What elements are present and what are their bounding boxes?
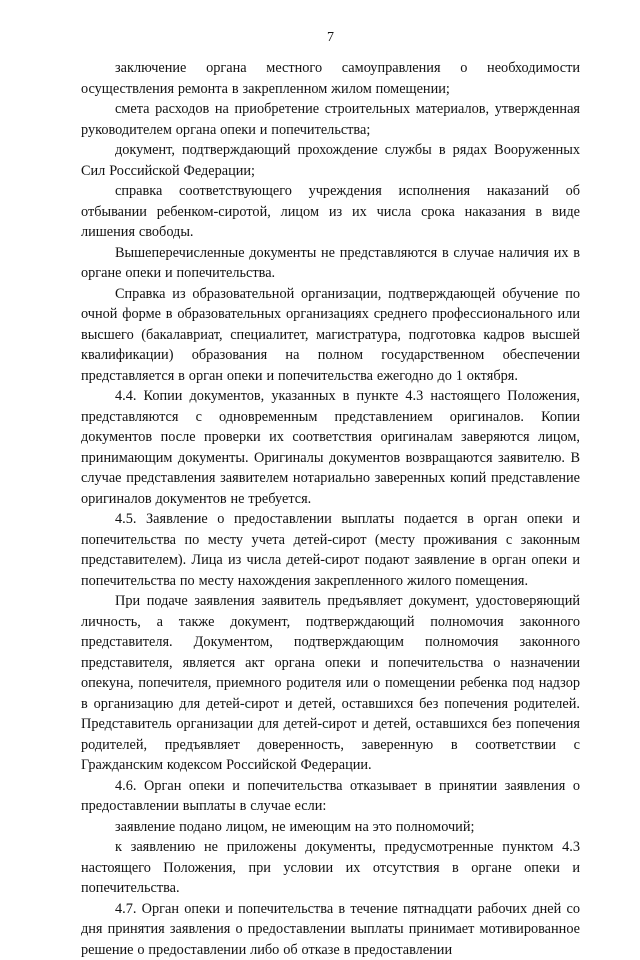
paragraph: При подаче заявления заявитель предъявляет документ, удостоверяющий личность, а также документ, подтверждающий полномочия законного представителя. Документом, подтверждающим полномочия законного представителя, является акт органа опеки и попечительства о назначении опекуна, попечителя, приемного родителя или о помещении ребенка под надзор в организацию для детей-сирот и детей, оставшихся без попечения родителей. Представитель организации для детей-сирот и детей, оставшихся без попечения родителей, предъявляет доверенность, заверенную в соответствии с Гражданским кодексом Российской Федерации. <box>81 591 580 776</box>
page-number: 7 <box>81 30 580 46</box>
paragraph: 4.7. Орган опеки и попечительства в течение пятнадцати рабочих дней со дня принятия заявления о предоставлении выплаты принимает мотивированное решение о предоставлении либо об отказе в предоставлении <box>81 899 580 960</box>
paragraph: 4.6. Орган опеки и попечительства отказывает в принятии заявления о предоставлении выплаты в случае если: <box>81 776 580 817</box>
paragraph: 4.5. Заявление о предоставлении выплаты подается в орган опеки и попечительства по месту учета детей-сирот (месту проживания с законным представителем). Лица из числа детей-сирот подают заявление в орган опеки и попечительства по месту нахождения закрепленного жилого помещения. <box>81 509 580 591</box>
paragraph: 4.4. Копии документов, указанных в пункте 4.3 настоящего Положения, представляются с одновременным представлением оригиналов. Копии документов после проверки их соответствия оригиналам заверяются лицом, принимающим документы. Оригиналы документов возвращаются заявителю. В случае представления заявителем нотариально заверенных копий представление оригиналов документов не требуется. <box>81 386 580 509</box>
paragraph: заключение органа местного самоуправления о необходимости осуществления ремонта в закрепленном жилом помещении; <box>81 58 580 99</box>
paragraph: Вышеперечисленные документы не представляются в случае наличия их в органе опеки и попечительства. <box>81 243 580 284</box>
paragraph: документ, подтверждающий прохождение службы в рядах Вооруженных Сил Российской Федерации; <box>81 140 580 181</box>
paragraph: заявление подано лицом, не имеющим на это полномочий; <box>81 817 580 838</box>
paragraph: Справка из образовательной организации, подтверждающей обучение по очной форме в образовательных организациях среднего профессионального или высшего (бакалавриат, специалитет, магистратура, подготовка кадров высшей квалификации) образования на полном государственном обеспечении представляется в орган опеки и попечительства ежегодно до 1 октября. <box>81 284 580 387</box>
paragraph: справка соответствующего учреждения исполнения наказаний об отбывании ребенком-сиротой, лицом из их числа срока наказания в виде лишения свободы. <box>81 181 580 243</box>
paragraph: смета расходов на приобретение строительных материалов, утвержденная руководителем органа опеки и попечительства; <box>81 99 580 140</box>
paragraph: к заявлению не приложены документы, предусмотренные пунктом 4.3 настоящего Положения, при условии их отсутствия в органе опеки и попечительства. <box>81 837 580 899</box>
